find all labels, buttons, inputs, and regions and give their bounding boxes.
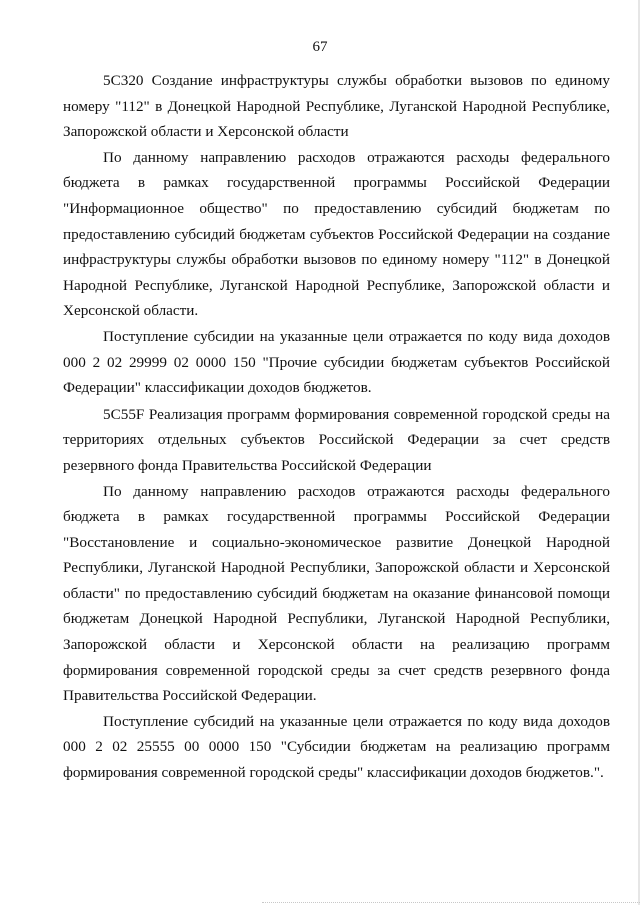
paragraph-5c320-description: По данному направлению расходов отражаются расходы федерального бюджета в рамках государственной программы Российской Федерации "Информационное общество" по предоставлению субсидий бюджетам по предоставлению субсидий бюджетам субъектов Российской Федерации на создание инфраструктуры службы обработки вызовов по единому номеру "112" в Донецкой Народной Республике, Луганской Народной Республике, Запорожской области и Херсонской области. [63,148,610,320]
paragraph-5c55f-description: По данному направлению расходов отражаются расходы федерального бюджета в рамках государственной программы Российской Федерации "Восстановление и социально-экономическое развитие Донецкой Народной Республики, Луганской Народной Республики, Запорожской области и Херсонской области" по предоставлению субсидий бюджетам на оказание финансовой помощи бюджетам Донецкой Народной Республики, Луганской Народной Республики, Запорожской области и Херсонской области на реализацию программ формирования современной городской среды за счет средств резервного фонда Правительства Российской Федерации. [63,482,610,705]
page-number: 67 [312,39,328,55]
paragraph-5c320-income-code: Поступление субсидии на указанные цели отражается по коду вида доходов 000 2 02 29999 02 0000 150 "Прочие субсидии бюджетам субъектов Российской Федерации" классификации доходов бюджетов. [63,327,610,397]
document-body [63,68,610,786]
paragraph-5c55f-heading: 5С55F Реализация программ формирования современной городской среды на территориях отдельных субъектов Российской Федерации за счет средств резервного фонда Правительства Российской Федерации [63,405,610,474]
paragraph-5c55f-income-code: Поступление субсидий на указанные цели отражается по коду вида доходов 000 2 02 25555 00 0000 150 "Субсидии бюджетам на реализацию программ формирования современной городской среды" классификации доходов бюджетов.". [63,712,610,782]
paragraph-5c320-heading: 5С320 Создание инфраструктуры службы обработки вызовов по единому номеру "112" в Донецкой Народной Республике, Луганской Народной Республике, Запорожской области и Херсонской области [63,72,610,141]
